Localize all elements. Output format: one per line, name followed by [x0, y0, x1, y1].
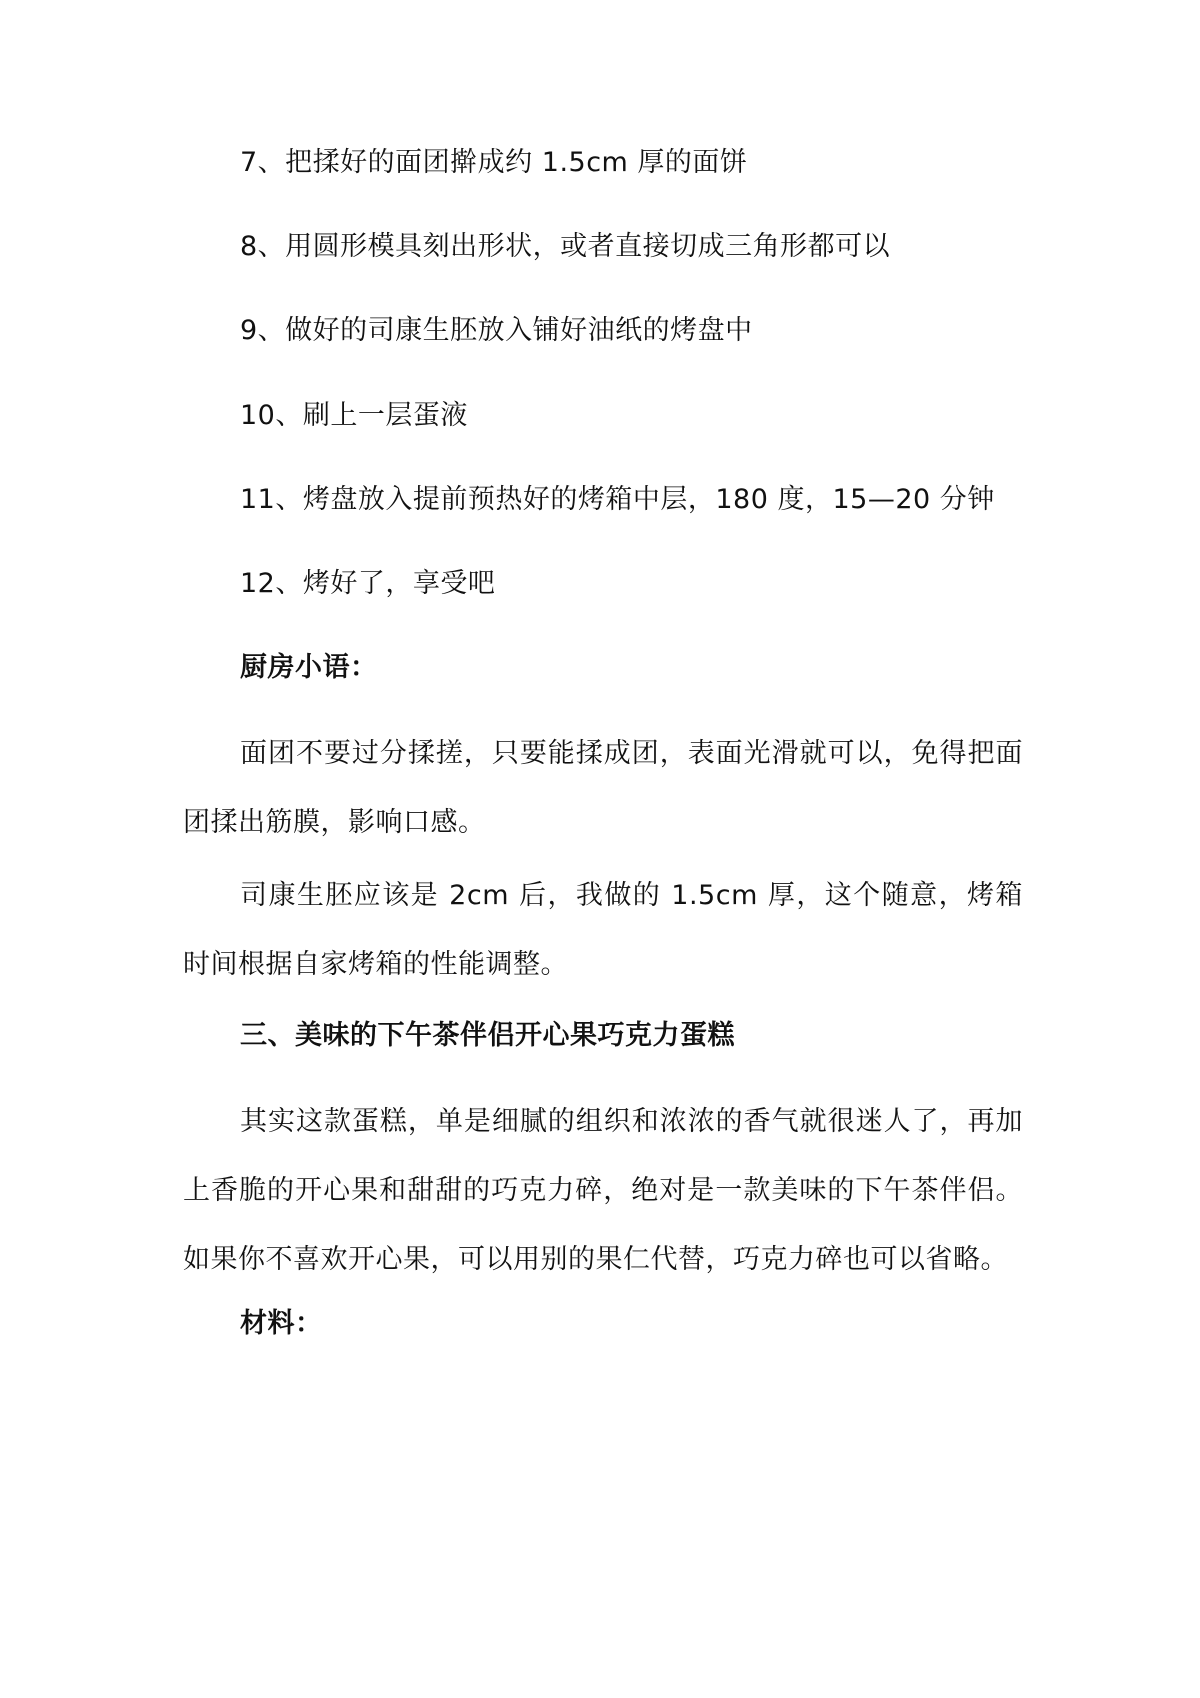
tips-heading: 厨房小语：	[240, 652, 378, 683]
tip-paragraph-1: 面团不要过分揉搓，只要能揉成团，表面光滑就可以，免得把面团揉出筋膜，影响口感。	[183, 738, 1023, 838]
step-10: 10、刷上一层蛋液	[240, 400, 468, 431]
step-9: 9、做好的司康生胚放入铺好油纸的烤盘中	[240, 315, 753, 346]
tip-paragraph-2: 司康生胚应该是 2cm 后，我做的 1.5cm 厚，这个随意，烤箱时间根据自家烤箱的性能调整。	[183, 880, 1023, 980]
step-11: 11、烤盘放入提前预热好的烤箱中层，180 度，15—20 分钟	[240, 484, 995, 515]
step-7: 7、把揉好的面团擀成约 1.5cm 厚的面饼	[240, 147, 748, 178]
section-3-intro: 其实这款蛋糕，单是细腻的组织和浓浓的香气就很迷人了，再加上香脆的开心果和甜甜的巧克力碎，绝对是一款美味的下午茶伴侣。如果你不喜欢开心果，可以用别的果仁代替，巧克力碎也可以省略。	[183, 1106, 1023, 1275]
section-3-heading: 三、美味的下午茶伴侣开心果巧克力蛋糕	[240, 1020, 735, 1051]
step-12: 12、烤好了，享受吧	[240, 568, 496, 599]
materials-heading: 材料：	[240, 1308, 323, 1339]
step-8: 8、用圆形模具刻出形状，或者直接切成三角形都可以	[240, 231, 891, 262]
